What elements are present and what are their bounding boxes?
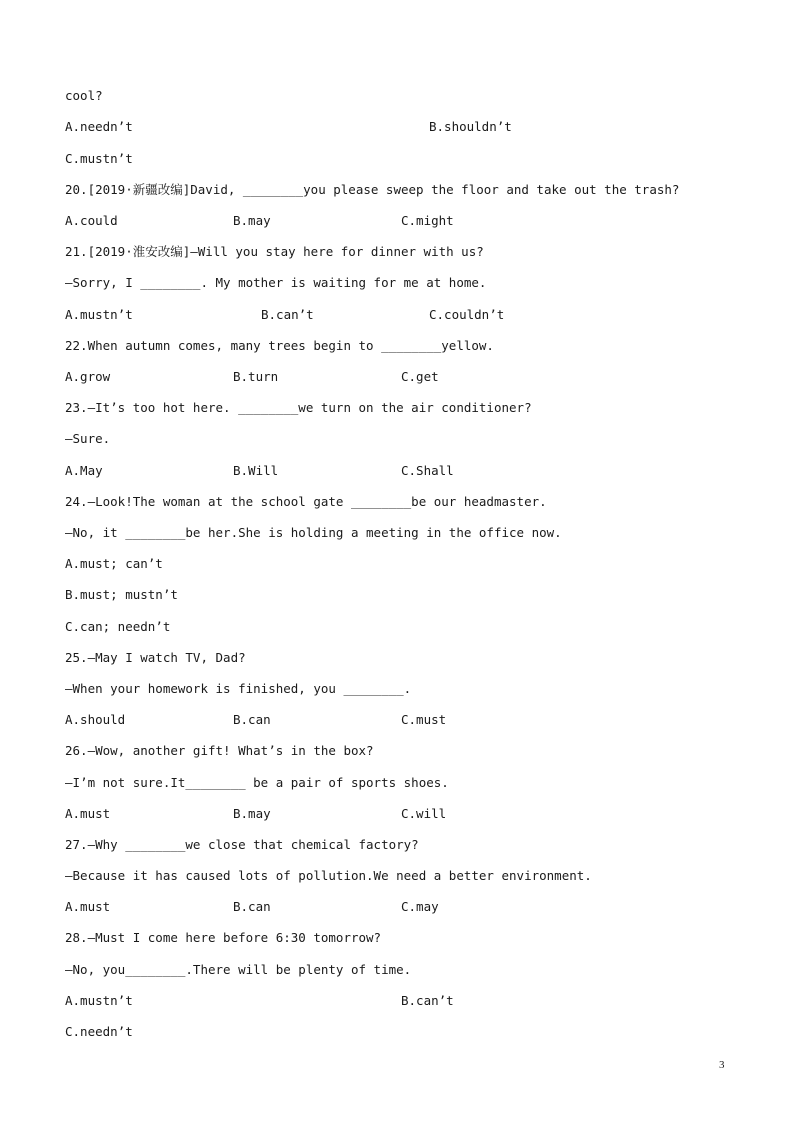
q27-option-a: A.must bbox=[65, 899, 111, 914]
q23-reply: —Sure. bbox=[65, 431, 111, 446]
q20-option-c: C.might bbox=[401, 213, 454, 228]
q26-reply: —I’m not sure.It________ be a pair of sports shoes. bbox=[65, 775, 449, 790]
q26-option-a: A.must bbox=[65, 806, 111, 821]
q20-option-b: B.may bbox=[233, 213, 271, 228]
q20-option-a: A.could bbox=[65, 213, 118, 228]
q25-option-b: B.can bbox=[233, 712, 271, 727]
q24-reply: —No, it ________be her.She is holding a meeting in the office now. bbox=[65, 525, 562, 540]
q23-option-b: B.Will bbox=[233, 463, 279, 478]
q25-option-c: C.must bbox=[401, 712, 447, 727]
q25-reply: —When your homework is finished, you ________. bbox=[65, 681, 412, 696]
q27-text: 27.—Why ________we close that chemical factory? bbox=[65, 837, 419, 852]
q26-option-b: B.may bbox=[233, 806, 271, 821]
q19-option-c: C.mustn’t bbox=[65, 151, 133, 166]
q27-option-b: B.can bbox=[233, 899, 271, 914]
q19-continuation: cool? bbox=[65, 88, 103, 103]
q23-text: 23.—It’s too hot here. ________we turn on the air conditioner? bbox=[65, 400, 532, 415]
q22-option-c: C.get bbox=[401, 369, 439, 384]
q19-option-a: A.needn’t bbox=[65, 119, 133, 134]
q24-option-a: A.must; can’t bbox=[65, 556, 163, 571]
q21-option-a: A.mustn’t bbox=[65, 307, 133, 322]
q22-text: 22.When autumn comes, many trees begin to ________yellow. bbox=[65, 338, 494, 353]
q24-text: 24.—Look!The woman at the school gate ________be our headmaster. bbox=[65, 494, 547, 509]
q24-option-b: B.must; mustn’t bbox=[65, 587, 178, 602]
q21-reply: —Sorry, I ________. My mother is waiting for me at home. bbox=[65, 275, 487, 290]
q25-text: 25.—May I watch TV, Dad? bbox=[65, 650, 246, 665]
q27-reply: —Because it has caused lots of pollution.We need a better environment. bbox=[65, 868, 592, 883]
q19-option-b: B.shouldn’t bbox=[429, 119, 512, 134]
q21-option-c: C.couldn’t bbox=[429, 307, 505, 322]
page-number: 3 bbox=[719, 1059, 725, 1071]
q28-text: 28.—Must I come here before 6:30 tomorrow? bbox=[65, 930, 382, 945]
q25-option-a: A.should bbox=[65, 712, 126, 727]
q21-text: 21.[2019·淮安改编]—Will you stay here for dinner with us? bbox=[65, 244, 484, 259]
q28-reply: —No, you________.There will be plenty of time. bbox=[65, 962, 412, 977]
q28-option-b: B.can’t bbox=[401, 993, 454, 1008]
q22-option-b: B.turn bbox=[233, 369, 279, 384]
q28-option-c: C.needn’t bbox=[65, 1024, 133, 1039]
q24-option-c: C.can; needn’t bbox=[65, 619, 171, 634]
q26-text: 26.—Wow, another gift! What’s in the box? bbox=[65, 743, 374, 758]
q20-text: 20.[2019·新疆改编]David, ________you please sweep the floor and take out the trash? bbox=[65, 182, 680, 197]
q27-option-c: C.may bbox=[401, 899, 439, 914]
q21-option-b: B.can’t bbox=[261, 307, 314, 322]
q26-option-c: C.will bbox=[401, 806, 447, 821]
q23-option-a: A.May bbox=[65, 463, 103, 478]
q23-option-c: C.Shall bbox=[401, 463, 454, 478]
q28-option-a: A.mustn’t bbox=[65, 993, 133, 1008]
q22-option-a: A.grow bbox=[65, 369, 111, 384]
